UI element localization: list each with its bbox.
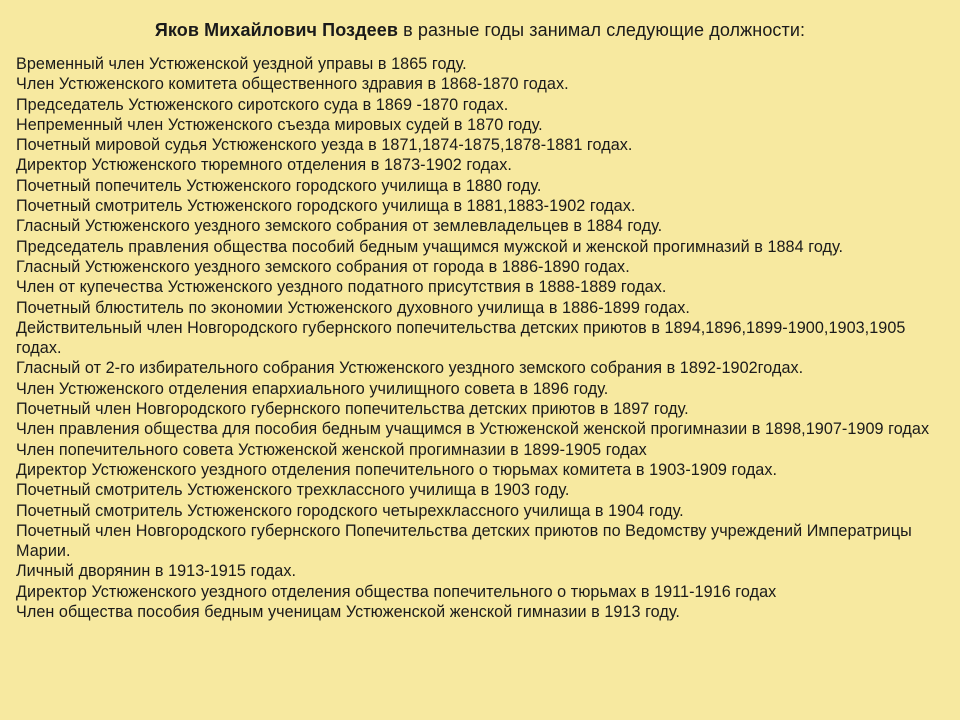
list-item: Действительный член Новгородского губернского попечительства детских приютов в 1894,1896,1899-1900,1903,1905 годах. bbox=[16, 318, 906, 358]
positions-list bbox=[16, 54, 944, 622]
list-item: Почетный член Новгородского губернского Попечительства детских приютов по Ведомству учреждений Императрицы Марии. bbox=[16, 521, 912, 561]
list-item: Почетный смотритель Устюженского городского училища в 1881,1883-1902 годах. bbox=[16, 197, 636, 216]
list-item: Почетный смотритель Устюженского трехклассного училища в 1903 году. bbox=[16, 481, 570, 500]
list-item: Член Устюженского отделения епархиального училищного совета в 1896 году. bbox=[16, 379, 609, 398]
list-item: Председатель правления общества пособий бедным учащимся мужской и женской прогимназий в 1884 году. bbox=[16, 237, 844, 256]
list-item: Гласный Устюженского уездного земского собрания от города в 1886-1890 годах. bbox=[16, 257, 630, 276]
list-item: Личный дворянин в 1913-1915 годах. bbox=[16, 562, 297, 581]
title-rest: в разные годы занимал следующие должности: bbox=[398, 20, 806, 40]
list-item: Член от купечества Устюженского уездного податного присутствия в 1888-1889 годах. bbox=[16, 278, 667, 297]
list-item: Почетный смотритель Устюженского городского четырехклассного училища в 1904 году. bbox=[16, 501, 684, 520]
list-item: Почетный член Новгородского губернского попечительства детских приютов в 1897 году. bbox=[16, 400, 689, 419]
list-item: Гласный от 2-го избирательного собрания Устюженского уездного земского собрания в 1892-1902годах. bbox=[16, 359, 804, 378]
list-item: Директор Устюженского уездного отделения попечительного о тюрьмах комитета в 1903-1909 годах. bbox=[16, 460, 778, 479]
list-item: Член Устюженского комитета общественного здравия в 1868-1870 годах. bbox=[16, 75, 569, 94]
list-item: Гласный Устюженского уездного земского собрания от землевладельцев в 1884 году. bbox=[16, 217, 663, 236]
list-item: Почетный мировой судья Устюженского уезда в 1871,1874-1875,1878-1881 годах. bbox=[16, 136, 633, 155]
list-item: Председатель Устюженского сиротского суда в 1869 -1870 годах. bbox=[16, 95, 509, 114]
list-item: Почетный попечитель Устюженского городского училища в 1880 году. bbox=[16, 176, 542, 195]
list-item: Член правления общества для пособия бедным учащимся в Устюженской женской прогимназии в 1898,1907-1909 годах bbox=[16, 420, 930, 439]
list-item: Временный член Устюженской уездной управы в 1865 году. bbox=[16, 55, 467, 73]
person-name: Яков Михайлович Поздеев bbox=[154, 20, 399, 40]
list-item: Член попечительного совета Устюженской женской прогимназии в 1899-1905 годах bbox=[16, 440, 647, 459]
list-item: Почетный блюститель по экономии Устюженского духовного училища в 1886-1899 годах. bbox=[16, 298, 690, 317]
slide-title bbox=[16, 18, 944, 42]
list-item: Член общества пособия бедным ученицам Устюженской женской гимназии в 1913 году. bbox=[16, 603, 680, 622]
list-item: Директор Устюженского тюремного отделения в 1873-1902 годах. bbox=[16, 156, 512, 175]
list-item: Непременный член Устюженского съезда мировых судей в 1870 году. bbox=[16, 115, 543, 134]
list-item: Директор Устюженского уездного отделения общества попечительного о тюрьмах в 1911-1916 годах bbox=[16, 582, 777, 601]
